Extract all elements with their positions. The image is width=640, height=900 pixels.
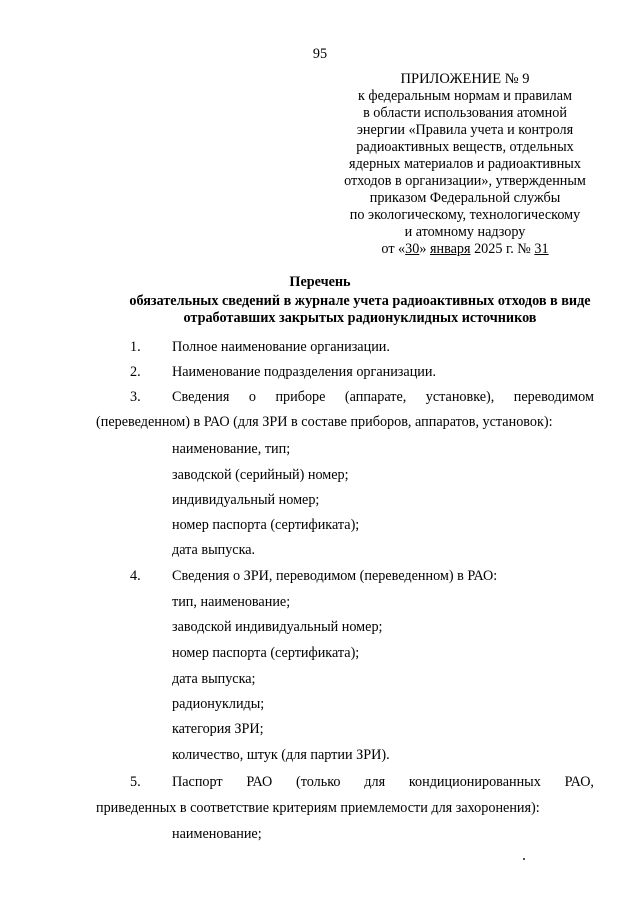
word: приборе [275,389,326,405]
word: Сведения [172,389,230,405]
annex-line: ядерных материалов и радиоактивных [349,156,581,172]
sub-item: заводской индивидуальный номер; [172,619,383,635]
annex-line: радиоактивных веществ, отдельных [356,139,574,155]
sub-item: наименование, тип; [172,441,291,457]
word: РАО, [564,774,594,790]
page-number: 95 [312,46,328,62]
sub-item: категория ЗРИ; [172,721,264,737]
sub-item: количество, штук (для партии ЗРИ). [172,747,390,763]
annex-date-day: 30 [405,241,420,257]
item-text: Сведения о ЗРИ, переводимом (переведенном) в РАО: [172,568,498,584]
sub-item: радионуклиды; [172,696,265,712]
sub-item: номер паспорта (сертификата); [172,645,360,661]
word: для [364,774,386,790]
list-heading: Перечень [289,274,351,290]
annex-line: и атомному надзору [404,224,526,240]
word: переводимом [513,389,594,405]
word: Паспорт [172,774,223,790]
sub-item: дата выпуска; [172,671,256,687]
word: РАО [246,774,273,790]
item-number: 3. [130,389,141,405]
scan-speck [523,858,525,860]
list-subheading: обязательных сведений в журнале учета радиоактивных отходов в виде отработавших закрытых радионуклидных источников [129,293,591,326]
word: кондиционированных [408,774,541,790]
item-text-justified [172,389,594,406]
item-continuation: приведенных в соответствие критериям приемлемости для захоронения): [96,800,540,816]
item-number: 2. [130,364,141,380]
item-continuation: (переведенном) в РАО (для ЗРИ в составе приборов, аппаратов, установок): [96,414,553,430]
item-number: 5. [130,774,141,790]
item-text-justified [172,774,594,791]
annex-date-number: 31 [534,241,549,257]
sub-item: индивидуальный номер; [172,492,320,508]
annex-line: энергии «Правила учета и контроля [356,122,574,138]
word: (только [296,774,341,790]
annex-block [330,71,600,258]
annex-line: в области использования атомной [363,105,567,121]
annex-line: к федеральным нормам и правилам [357,88,572,104]
sub-item: номер паспорта (сертификата); [172,517,360,533]
annex-date-prefix: от « [381,241,406,257]
word: о [248,389,256,405]
annex-date-quote: » [419,241,430,257]
annex-date-year: 2025 г. № [470,241,535,257]
item-text: Наименование подразделения организации. [172,364,437,380]
item-number: 1. [130,339,141,355]
annex-title: ПРИЛОЖЕНИЕ № 9 [400,71,530,87]
annex-line: по экологическому, технологическому [349,207,581,223]
item-text: Полное наименование организации. [172,339,390,355]
annex-date [330,241,600,258]
annex-line: приказом Федеральной службы [369,190,561,206]
sub-item: тип, наименование; [172,594,291,610]
annex-date-month: января [429,241,471,257]
sub-item: дата выпуска. [172,542,256,558]
sub-item: заводской (серийный) номер; [172,467,349,483]
annex-line: отходов в организации», утвержденным [344,173,586,189]
item-number: 4. [130,568,141,584]
word: установке), [425,389,495,405]
sub-item: наименование; [172,826,262,842]
word: (аппарате, [344,389,407,405]
